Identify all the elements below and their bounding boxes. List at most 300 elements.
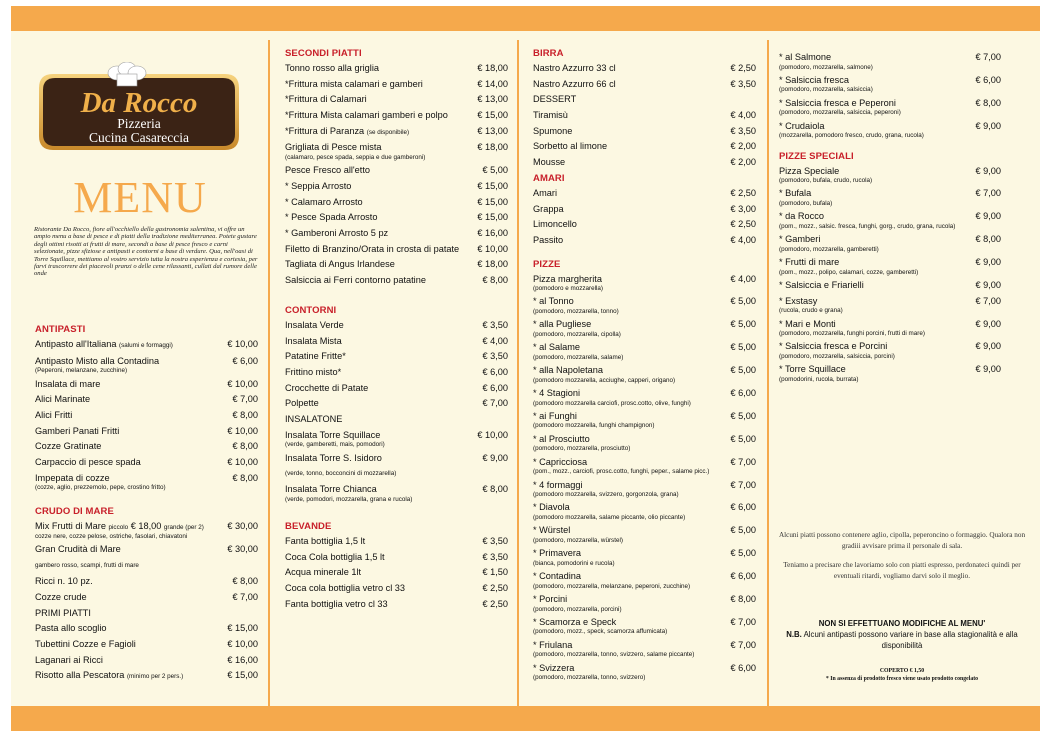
item-name: Risotto alla Pescatora: [35, 670, 125, 681]
list-item: [533, 272, 756, 295]
item-price: € 1,50: [482, 567, 508, 578]
list-item: [779, 50, 1001, 73]
logo-line2: Cucina Casareccia: [88, 130, 190, 145]
column-3: [533, 40, 756, 684]
list-item: [285, 124, 508, 141]
item-description: (calamaro, pesce spada, seppia e due gamberoni): [285, 153, 426, 161]
item-name-block: [35, 639, 224, 651]
item-price: € 5,00: [730, 548, 756, 559]
item-name: * Crudaiola: [779, 120, 825, 131]
item-description: (pomodoro, mozzarella, salame): [533, 353, 624, 361]
item-price: € 18,00: [477, 63, 508, 73]
item-name: * ai Funghi: [533, 410, 577, 421]
item-name-block: [779, 296, 972, 315]
item-name: Pizza Speciale: [779, 165, 840, 176]
pizze-list-2: [779, 50, 1001, 142]
item-name-block: [779, 211, 972, 230]
item-name: Patatine Fritte*: [285, 351, 346, 362]
list-item: [533, 569, 756, 592]
item-name: Crocchette di Patate: [285, 382, 369, 393]
section-title-pizze-speciali: PIZZE SPECIALI: [779, 150, 854, 162]
item-price: € 9,00: [975, 280, 1001, 291]
section-title-primi: PRIMI PIATTI: [35, 607, 91, 618]
item-description: (pomodoro, bufala): [779, 199, 833, 207]
item-description: (pomodoro e mozzarella): [533, 285, 603, 293]
item-price: € 2,50: [482, 583, 508, 594]
item-name: Grappa: [533, 203, 564, 214]
item-name: * Calamaro Arrosto: [285, 196, 363, 207]
item-name-block: [533, 548, 727, 567]
item-name: * Exstasy: [779, 295, 818, 306]
list-item: [285, 195, 508, 211]
item-name-block: [533, 188, 727, 200]
item-name-block: [533, 274, 727, 293]
intro-text: Ristorante Da Rocco, fiore all'occhiello della gastronomia salentina, vi offre un ampio menu a base di pesce e di piatti della tradizione mediterranea. Potete gustare degli ottimi risotti ai frutti di mare, secondi a base di pesce fresco e carni selezionate, pizze sfiziose e antipasti e contorni a base di verdure. Qua, nell'oasi di Torre Squillace, mettiamo al vostro servizio tutta la nostra esperienza e cortesia, per farvi trascorrere dei piacevoli pranzi o delle cene rilassanti, cullati dal rumore delle onde: [34, 226, 258, 278]
item-name: Insalata di mare: [35, 378, 101, 389]
item-name: *Frittura mista calamari e gamberi: [285, 78, 423, 89]
item-description: (pomodoro, mozzarella, tonno, svizzero): [533, 674, 646, 682]
item-name: * da Rocco: [779, 211, 824, 222]
item-name-block: [285, 336, 479, 348]
item-name: * Contadina: [533, 571, 582, 582]
item-name-block: [779, 257, 972, 276]
item-name: Sorbetto al limone: [533, 141, 608, 152]
list-item: [285, 428, 508, 451]
item-name-block: [285, 142, 474, 161]
item-name-block: [35, 457, 224, 469]
list-item: [285, 179, 508, 195]
item-price: € 5,00: [730, 296, 756, 307]
list-item: [285, 226, 508, 242]
item-description: (pomodoro, mozzarella, salmone): [779, 63, 873, 71]
item-price: € 9,00: [975, 257, 1001, 268]
item-name: Tonno rosso alla griglia: [285, 63, 379, 73]
item-name-block: [533, 141, 727, 153]
column-4: [779, 44, 1001, 385]
item-name: * 4 Stagioni: [533, 388, 580, 399]
item-name-block: [533, 235, 727, 247]
list-item: [779, 186, 1001, 209]
item-name: Cozze Gratinate: [35, 441, 102, 452]
item-name: Tubettini Cozze e Fagioli: [35, 638, 136, 649]
item-price: € 15,00: [477, 110, 508, 121]
contorni-list: [285, 318, 508, 412]
list-item: [533, 294, 756, 317]
item-price: € 2,50: [730, 63, 756, 73]
item-price: € 7,00: [730, 456, 756, 467]
item-name-block: [285, 110, 474, 122]
dessert-list: [533, 108, 756, 171]
item-price: € 13,00: [477, 94, 508, 105]
item-description: (pom., mozz., carciofi, prosc.cotto, funghi, peper., salame picc.): [533, 468, 710, 476]
column-divider: [517, 40, 519, 706]
list-item: [533, 340, 756, 363]
item-description: (pomodoro mozzarella carciofi, prosc.cotto, olive, funghi): [533, 399, 691, 407]
list-item: [285, 534, 508, 550]
item-price: € 15,00: [227, 623, 258, 634]
item-note: grande (per 2): [163, 523, 204, 531]
item-name-block: [285, 94, 474, 106]
item-price: € 6,00: [975, 74, 1001, 85]
amari-list: [533, 186, 756, 249]
list-item: [533, 108, 756, 124]
item-name-block: [779, 319, 972, 338]
item-name: Laganari ai Ricci: [35, 654, 103, 665]
item-name: Coca cola bottiglia vetro cl 33: [285, 583, 406, 594]
item-price: € 6,00: [232, 355, 258, 366]
item-price: € 3,00: [730, 203, 756, 214]
item-price: € 2,50: [482, 598, 508, 609]
no-modifications-text: NON SI EFFETTUANO MODIFICHE AL MENU': [818, 619, 986, 628]
list-item: [533, 139, 756, 155]
item-name-block: [533, 571, 727, 590]
list-item: [533, 615, 756, 638]
list-item: [35, 377, 258, 393]
list-item: [285, 210, 508, 226]
item-name: * Gamberi: [779, 234, 821, 245]
item-name: * Primavera: [533, 548, 581, 559]
section-title-amari: AMARI: [533, 172, 565, 184]
item-price: € 4,00: [730, 110, 756, 121]
item-description: (mozzarella, pomodoro fresco, crudo, grana, rucola): [779, 132, 924, 140]
list-item: [35, 621, 258, 637]
list-item: [285, 61, 508, 77]
item-price: € 7,00: [730, 479, 756, 490]
list-item: [533, 77, 756, 93]
item-name: Pasta allo scoglio: [35, 623, 107, 634]
list-item: [35, 653, 258, 669]
list-item: [285, 140, 508, 163]
item-price: € 5,00: [730, 433, 756, 444]
item-price: € 8,00: [232, 576, 258, 587]
frozen-notice: * In assenza di prodotto fresco viene usato prodotto congelato: [825, 675, 979, 682]
list-item: [285, 108, 508, 124]
secondi-list: [285, 61, 508, 289]
item-name: Spumone: [533, 125, 573, 136]
item-name-block: [779, 280, 972, 292]
list-item: [533, 317, 756, 340]
insalatone-note: (verde, tonno, bocconcini di mozzarella): [285, 470, 397, 478]
item-name-block: [779, 166, 972, 185]
item-name: Polpette: [285, 398, 319, 409]
item-name: * Würstel: [533, 525, 571, 536]
item-name-block: [35, 576, 229, 588]
item-price: € 5,00: [730, 525, 756, 536]
item-price: € 4,00: [730, 273, 756, 284]
item-name-block: [779, 52, 972, 71]
item-name: Limoncello: [533, 219, 577, 230]
list-item: [779, 96, 1001, 119]
item-name-block: [533, 365, 727, 384]
section-title-contorni: CONTORNI: [285, 304, 337, 316]
item-name: * Capricciosa: [533, 456, 588, 467]
item-name-block: [285, 599, 479, 611]
item-name: Alici Marinate: [35, 394, 91, 405]
list-item: [779, 294, 1001, 317]
item-name: Gamberi Panati Fritti: [35, 425, 120, 436]
item-name: * Bufala: [779, 188, 812, 199]
speciali-list: [779, 164, 1001, 386]
list-item: [285, 92, 508, 108]
logo-name: Da Rocco: [80, 87, 198, 119]
list-item: [779, 317, 1001, 340]
item-description: (Peperoni, melanzane, zucchine): [35, 367, 128, 375]
no-modifications-notice: [778, 618, 1026, 651]
item-name: Insalata Mista: [285, 335, 342, 346]
item-name: * Seppia Arrosto: [285, 181, 352, 192]
item-description: (pomodoro, bufala, crudo, rucola): [779, 177, 873, 185]
item-name-block: [533, 204, 727, 216]
item-price: € 4,00: [730, 234, 756, 245]
list-item: [35, 590, 258, 606]
item-description: (pomodoro, mozzarella, melanzane, peperoni, zucchine): [533, 582, 691, 590]
item-name-block: [533, 219, 727, 231]
item-name: * Diavola: [533, 502, 570, 513]
crudo-list-2: [35, 574, 258, 605]
item-name: Insalata Verde: [285, 319, 344, 330]
list-item: [35, 455, 258, 471]
item-name-block: [35, 441, 229, 453]
list-item: [285, 381, 508, 397]
item-name: Fanta bottiglia 1,5 lt: [285, 536, 366, 547]
item-description: (pomodoro, mozzarella, salsiccia): [779, 86, 873, 94]
list-item: [285, 597, 508, 613]
item-name-block: [285, 398, 479, 410]
item-name: * al Tonno: [533, 296, 574, 307]
list-item: [779, 232, 1001, 255]
item-name: Gran Crudità di Mare: [35, 544, 121, 555]
item-name: Impepata di cozze: [35, 472, 110, 483]
section-title-dessert: DESSERT: [533, 94, 577, 105]
item-name: Salsiccia ai Ferri contorno patatine: [285, 275, 426, 286]
item-price: € 8,00: [232, 441, 258, 452]
list-item: [779, 278, 1001, 294]
item-name-block: [533, 296, 727, 315]
item-price: € 2,50: [730, 187, 756, 198]
antipasti-list: [35, 337, 258, 494]
item-name-block: [285, 228, 474, 240]
item-name: * Porcini: [533, 594, 568, 605]
section-title-insalatone: INSALATONE: [285, 413, 343, 424]
list-item: [35, 354, 258, 377]
item-price: € 9,00: [975, 341, 1001, 352]
list-item: [285, 396, 508, 412]
list-item: [35, 337, 258, 354]
list-item: [285, 365, 508, 381]
item-name-block: [35, 394, 229, 406]
list-item: [285, 334, 508, 350]
note-espresso: Teniamo a precisare che lavoriamo solo con piatti espresso, perdonateci quindi per eventuali ritardi, vogliamo darvi solo il meglio.: [783, 561, 1021, 580]
item-name-block: [35, 670, 224, 683]
item-description: (pom., mozz., salsic. fresca, funghi, gorg., crudo, grana, rucola): [779, 222, 956, 230]
item-price: € 15,00: [477, 212, 508, 223]
item-price: € 5,00: [730, 342, 756, 353]
item-name-block: [285, 320, 479, 332]
item-note: (se disponibile): [366, 128, 410, 136]
item-description: (pomodoro mozzarella, acciughe, capperi, origano): [533, 376, 676, 384]
item-name-block: [285, 63, 474, 75]
item-price: € 10,00: [477, 243, 508, 254]
item-price: € 6,00: [730, 571, 756, 582]
item-description: (pomodoro, mozzarella, würstel): [533, 536, 623, 544]
item-price: € 6,00: [482, 382, 508, 393]
item-name: Nastro Azzurro 66 cl: [533, 78, 616, 89]
item-name-block: [533, 594, 727, 613]
item-description: (pomodoro, mozzarella, prosciutto): [533, 445, 631, 453]
nb-note: [778, 629, 1026, 651]
item-name: *Frittura Mista calamari gamberi e polpo: [285, 110, 448, 121]
item-name-block: [779, 121, 972, 140]
item-name: * al Salmone: [779, 52, 832, 62]
section-title-pizze: PIZZE: [533, 258, 561, 270]
da-rocco-logo: [31, 62, 247, 156]
item-price: € 3,50: [730, 125, 756, 136]
item-price: € 7,00: [482, 398, 508, 409]
insalatone-list-2: [285, 482, 508, 505]
item-price: € 18,00: [477, 142, 508, 153]
item-name: Cozze crude: [35, 591, 87, 602]
item-name: * Salsiccia fresca e Peperoni: [779, 97, 896, 108]
bevande-list: [285, 534, 508, 612]
item-price: € 7,00: [730, 639, 756, 650]
item-price: € 7,00: [232, 394, 258, 405]
item-name: Insalata Torre S. Isidoro: [285, 452, 382, 463]
insalatone-list: [285, 428, 508, 467]
item-note: piccolo: [108, 523, 129, 531]
item-name: * al Salame: [533, 342, 580, 353]
list-item: [285, 482, 508, 505]
list-item: [779, 73, 1001, 96]
item-name-block: [35, 592, 229, 604]
item-price: € 18,00: [477, 259, 508, 270]
nb-label: N.B.: [786, 630, 802, 639]
item-name-block: [35, 379, 224, 391]
list-item: [35, 637, 258, 653]
list-item: [35, 392, 258, 408]
item-name-block: [533, 640, 727, 659]
item-price: € 7,00: [975, 295, 1001, 306]
item-name-block: [285, 181, 474, 193]
item-note: (salumi e formaggi): [119, 342, 173, 349]
item-name: Coca Cola bottiglia 1,5 lt: [285, 551, 385, 562]
list-item: [779, 209, 1001, 232]
item-name: Fanta bottiglia vetro cl 33: [285, 598, 388, 609]
item-mid-price: € 18,00: [130, 520, 162, 531]
list-item: [285, 77, 508, 93]
item-name-block: [285, 567, 479, 579]
item-price: € 8,00: [482, 275, 508, 286]
list-item: [533, 124, 756, 140]
birra-list: [533, 61, 756, 92]
item-name-block: [285, 484, 479, 503]
nb-text: Alcuni antipasti possono variare in base alla stagionalità e alla disponibilità: [803, 630, 1018, 650]
item-name-block: [285, 244, 474, 256]
list-item: [285, 581, 508, 597]
item-name-block: [285, 430, 474, 449]
item-price: € 5,00: [730, 319, 756, 330]
item-name: *Frittura di Calamari: [285, 94, 367, 105]
list-item: [533, 61, 756, 77]
item-price: € 5,00: [482, 165, 508, 176]
item-price: € 8,00: [482, 484, 508, 495]
section-title-crudo: CRUDO DI MARE: [35, 505, 114, 517]
item-price: € 15,00: [227, 670, 258, 681]
list-item: [533, 217, 756, 233]
list-item: [533, 523, 756, 546]
item-name-block: [533, 525, 727, 544]
item-name-block: [35, 356, 229, 375]
item-price: € 7,00: [975, 52, 1001, 62]
list-item: [35, 439, 258, 455]
item-name-block: [285, 212, 474, 224]
item-name-block: [533, 79, 727, 91]
item-name-block: [285, 351, 479, 363]
section-title-antipasti: ANTIPASTI: [35, 324, 86, 335]
item-price: € 15,00: [477, 196, 508, 207]
item-price: € 8,00: [232, 472, 258, 483]
item-price: € 4,00: [482, 335, 508, 346]
item-name-block: [779, 75, 972, 94]
menu-title: MENU: [73, 173, 207, 222]
item-name: Ricci n. 10 pz.: [35, 576, 93, 587]
item-price: € 6,00: [730, 388, 756, 399]
item-name-block: [533, 663, 727, 682]
list-item: [533, 432, 756, 455]
item-name: * Salsiccia fresca e Porcini: [779, 341, 888, 352]
list-item: [285, 550, 508, 566]
list-item: [779, 255, 1001, 278]
list-item: [533, 592, 756, 615]
item-name-block: [35, 339, 224, 352]
item-name-block: [533, 388, 727, 407]
item-price: € 30,00: [227, 520, 258, 531]
item-name-block: [285, 275, 479, 287]
item-description: (verde, gamberetti, mais, pomodori): [285, 441, 385, 449]
section-title-birra: BIRRA: [533, 48, 564, 59]
item-description: (verde, pomodori, mozzarella, grana e rucola): [285, 495, 413, 503]
item-name: Filetto di Branzino/Orata in crosta di patate: [285, 243, 460, 254]
item-price: € 7,00: [232, 591, 258, 602]
item-name-block: [779, 98, 972, 117]
item-name-block: [285, 79, 474, 91]
item-description: (bianca, pomodorini e rucola): [533, 559, 615, 567]
list-item: [779, 119, 1001, 142]
item-name-block: [779, 188, 972, 207]
item-price: € 5,00: [730, 410, 756, 421]
item-name: * Svizzera: [533, 662, 575, 673]
item-name: * Mari e Monti: [779, 318, 836, 329]
item-name: * alla Napoletana: [533, 365, 603, 376]
item-name-block: [285, 197, 474, 209]
list-item: [285, 318, 508, 334]
list-item: [35, 408, 258, 424]
item-name: *Frittura di Paranza: [285, 125, 365, 136]
item-description: (pomodoro, mozzarella, gamberetti): [779, 245, 879, 253]
list-item: [35, 542, 258, 558]
item-price: € 2,00: [730, 141, 756, 152]
item-description: (pom., mozz., polipo, calamari, cozze, gamberetti): [779, 268, 919, 276]
pizze-list: [533, 272, 756, 684]
column-2: [285, 40, 508, 613]
item-name-block: [779, 341, 972, 360]
list-item: [533, 500, 756, 523]
item-name-block: [533, 157, 727, 169]
item-name-block: [35, 426, 224, 438]
item-name: Antipasto Misto alla Contadina: [35, 355, 160, 366]
list-item: [533, 363, 756, 386]
item-name-block: [285, 536, 479, 548]
item-name: Pizza margherita: [533, 273, 602, 284]
